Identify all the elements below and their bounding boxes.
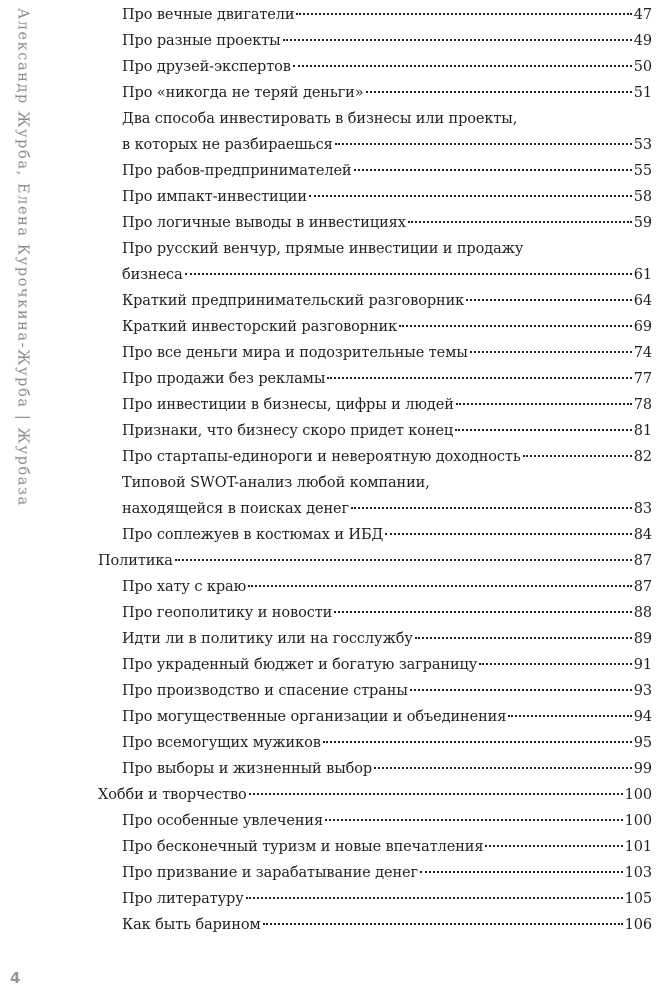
toc-entry-title: Про производство и спасение страны (122, 683, 408, 699)
toc-page-number: 84 (633, 527, 652, 543)
toc-entry (98, 912, 652, 938)
toc-entry (98, 704, 652, 730)
toc-entry-title: Про стартапы-единороги и невероятную доходность (122, 449, 521, 465)
toc-entry-row (122, 600, 652, 626)
toc-page-number: 103 (624, 865, 652, 881)
toc-entry-row (122, 158, 652, 184)
dot-leader (334, 610, 632, 613)
dot-leader (351, 506, 632, 509)
toc-entry-title: Про все деньги мира и подозрительные темы (122, 345, 468, 361)
toc-entry-title-line: Типовой SWOT-анализ любой компании, (122, 475, 430, 491)
toc-entry-row (122, 912, 652, 938)
toc-entry-title: Про особенные увлечения (122, 813, 324, 829)
toc-entry-title: Про соплежуев в костюмах и ИБД (122, 527, 384, 543)
toc-page-number: 49 (633, 33, 652, 49)
toc-entry-row (122, 54, 652, 80)
toc-entry-title: Про всемогущих мужиков (122, 735, 321, 751)
toc-entry (98, 808, 652, 834)
toc-entry-title: Про вечные двигатели (122, 7, 295, 23)
dot-leader (185, 272, 632, 275)
toc-entry (98, 418, 652, 444)
toc-page-number: 77 (633, 371, 652, 387)
toc-page-number: 91 (633, 657, 652, 673)
dot-leader (470, 350, 632, 353)
toc-entry-row (122, 288, 652, 314)
toc-entry-title: Про бесконечный туризм и новые впечатления (122, 839, 484, 855)
toc-entry-row (122, 418, 652, 444)
toc-entry-row (122, 314, 652, 340)
toc-entry (98, 730, 652, 756)
dot-leader (325, 818, 623, 821)
dot-leader (283, 38, 632, 41)
toc-entry (98, 210, 652, 236)
dot-leader (466, 298, 632, 301)
dot-leader (523, 454, 632, 457)
dot-leader (456, 402, 632, 405)
toc-entry-title: Про рабов-предпринимателей (122, 163, 352, 179)
toc-entry-title: Про геополитику и новости (122, 605, 333, 621)
toc-entry-row (122, 860, 652, 886)
toc-entry-row (122, 730, 652, 756)
toc-entry-row (122, 80, 652, 106)
toc-page-number: 99 (633, 761, 652, 777)
toc-entry-title: Про хату с краю (122, 579, 247, 595)
toc-entry-row (122, 808, 652, 834)
toc-entry-title: Краткий инвесторский разговорник (122, 319, 398, 335)
toc-entry (98, 54, 652, 80)
toc-entry-title: Про импакт-инвестиции (122, 189, 307, 205)
toc-entry (98, 652, 652, 678)
dot-leader (508, 714, 631, 717)
toc-entry (98, 314, 652, 340)
toc-page-number: 83 (633, 501, 652, 517)
toc-entry-row (122, 522, 652, 548)
toc-entry (98, 574, 652, 600)
toc-entry-row (122, 626, 652, 652)
toc-entry (98, 236, 652, 288)
toc-entry (98, 886, 652, 912)
toc-page-number: 101 (624, 839, 652, 855)
dot-leader (248, 584, 632, 587)
toc-entry (98, 28, 652, 54)
toc-page-number: 55 (633, 163, 652, 179)
toc-entry-title: Про логичные выводы в инвестициях (122, 215, 406, 231)
toc-entry (98, 444, 652, 470)
toc-entry-row (122, 704, 652, 730)
toc-entry-title: Про разные проекты (122, 33, 281, 49)
toc-page-number: 95 (633, 735, 652, 751)
toc-entry-title: Про призвание и зарабатывание денег (122, 865, 418, 881)
dot-leader (485, 844, 622, 847)
toc-entry-row (98, 782, 652, 808)
toc-entry (98, 2, 652, 28)
toc-entry (98, 678, 652, 704)
toc-entry-row (122, 678, 652, 704)
toc-entry-title: Про выборы и жизненный выбор (122, 761, 373, 777)
toc-entry-row (122, 28, 652, 54)
toc-entry-title: Про друзей-экспертов (122, 59, 291, 75)
toc-entry-title: Хобби и творчество (98, 787, 247, 803)
dot-leader (175, 558, 632, 561)
toc-entry-title: Политика (98, 553, 173, 569)
toc-page-number: 64 (633, 293, 652, 309)
table-of-contents (98, 2, 652, 938)
toc-entry-row (122, 756, 652, 782)
page-number: 4 (10, 969, 21, 987)
toc-entry-row (122, 262, 652, 288)
toc-entry-row (98, 548, 652, 574)
toc-entry-row (122, 392, 652, 418)
toc-entry-title: в которых не разбираешься (122, 137, 333, 153)
dot-leader (335, 142, 632, 145)
toc-entry-title-line: Про русский венчур, прямые инвестиции и продажу (122, 241, 524, 257)
dot-leader (399, 324, 632, 327)
toc-page-number: 81 (633, 423, 652, 439)
dot-leader (366, 90, 632, 93)
toc-entry-title: Краткий предпринимательский разговорник (122, 293, 465, 309)
toc-page-number: 58 (633, 189, 652, 205)
toc-section (98, 782, 652, 808)
toc-page-number: 93 (633, 683, 652, 699)
dot-leader (415, 636, 632, 639)
toc-entry-title: Про украденный бюджет и богатую заграницу (122, 657, 478, 673)
toc-entry-row (122, 496, 652, 522)
dot-leader (263, 922, 623, 925)
toc-page-number: 53 (633, 137, 652, 153)
toc-entry (98, 470, 652, 522)
dot-leader (374, 766, 632, 769)
toc-entry-row (122, 366, 652, 392)
toc-page-number: 61 (633, 267, 652, 283)
toc-entry-title: Про могущественные организации и объединения (122, 709, 507, 725)
toc-entry (98, 600, 652, 626)
dot-leader (327, 376, 631, 379)
dot-leader (354, 168, 632, 171)
dot-leader (323, 740, 632, 743)
dot-leader (455, 428, 632, 431)
dot-leader (309, 194, 632, 197)
toc-entry-row (122, 834, 652, 860)
dot-leader (408, 220, 632, 223)
toc-page-number: 87 (633, 579, 652, 595)
toc-section (98, 548, 652, 574)
running-header-vertical: Александр Журба, Елена Курочкина-Журба | Журбаза (14, 8, 31, 507)
toc-entry-title: бизнеса (122, 267, 183, 283)
toc-page-number: 89 (633, 631, 652, 647)
toc-entry-row (122, 2, 652, 28)
toc-entry-row (122, 132, 652, 158)
toc-entry (98, 288, 652, 314)
toc-entry-title: Идти ли в политику или на госслужбу (122, 631, 413, 647)
dot-leader (385, 532, 632, 535)
toc-entry-row (122, 574, 652, 600)
toc-entry (98, 158, 652, 184)
toc-page-number: 94 (633, 709, 652, 725)
dot-leader (293, 64, 632, 67)
toc-entry-title: Как быть барином (122, 917, 261, 933)
dot-leader (249, 792, 623, 795)
toc-page-number: 74 (633, 345, 652, 361)
toc-page-number: 47 (633, 7, 652, 23)
toc-page-number: 69 (633, 319, 652, 335)
toc-entry-title-line: Два способа инвестировать в бизнесы или проекты, (122, 111, 518, 127)
toc-page-number: 88 (633, 605, 652, 621)
toc-entry-row (122, 184, 652, 210)
toc-page-number: 78 (633, 397, 652, 413)
toc-page-number: 59 (633, 215, 652, 231)
toc-entry-row (122, 210, 652, 236)
toc-entry (98, 184, 652, 210)
toc-entry (98, 522, 652, 548)
toc-entry (98, 366, 652, 392)
toc-entry-row (122, 444, 652, 470)
toc-page-number: 100 (624, 787, 652, 803)
toc-page-number: 50 (633, 59, 652, 75)
dot-leader (410, 688, 632, 691)
toc-entry-row (122, 886, 652, 912)
toc-entry-title: Про «никогда не теряй деньги» (122, 85, 364, 101)
toc-entry-title: Про продажи без рекламы (122, 371, 326, 387)
toc-entry-title: находящейся в поисках денег (122, 501, 349, 517)
toc-page-number: 51 (633, 85, 652, 101)
toc-entry (98, 340, 652, 366)
toc-entry-title: Признаки, что бизнесу скоро придет конец (122, 423, 454, 439)
toc-entry (98, 860, 652, 886)
dot-leader (296, 12, 631, 15)
dot-leader (420, 870, 623, 873)
toc-entry (98, 834, 652, 860)
toc-page-number: 105 (624, 891, 652, 907)
toc-entry (98, 626, 652, 652)
toc-entry (98, 392, 652, 418)
toc-entry (98, 106, 652, 158)
dot-leader (479, 662, 632, 665)
dot-leader (246, 896, 623, 899)
toc-entry-title: Про инвестиции в бизнесы, цифры и людей (122, 397, 454, 413)
toc-entry-row (122, 340, 652, 366)
toc-page-number: 87 (633, 553, 652, 569)
toc-page-number: 106 (624, 917, 652, 933)
toc-page-number: 82 (633, 449, 652, 465)
toc-entry-title: Про литературу (122, 891, 244, 907)
toc-entry-row (122, 652, 652, 678)
toc-entry (98, 756, 652, 782)
toc-entry (98, 80, 652, 106)
toc-page-number: 100 (624, 813, 652, 829)
